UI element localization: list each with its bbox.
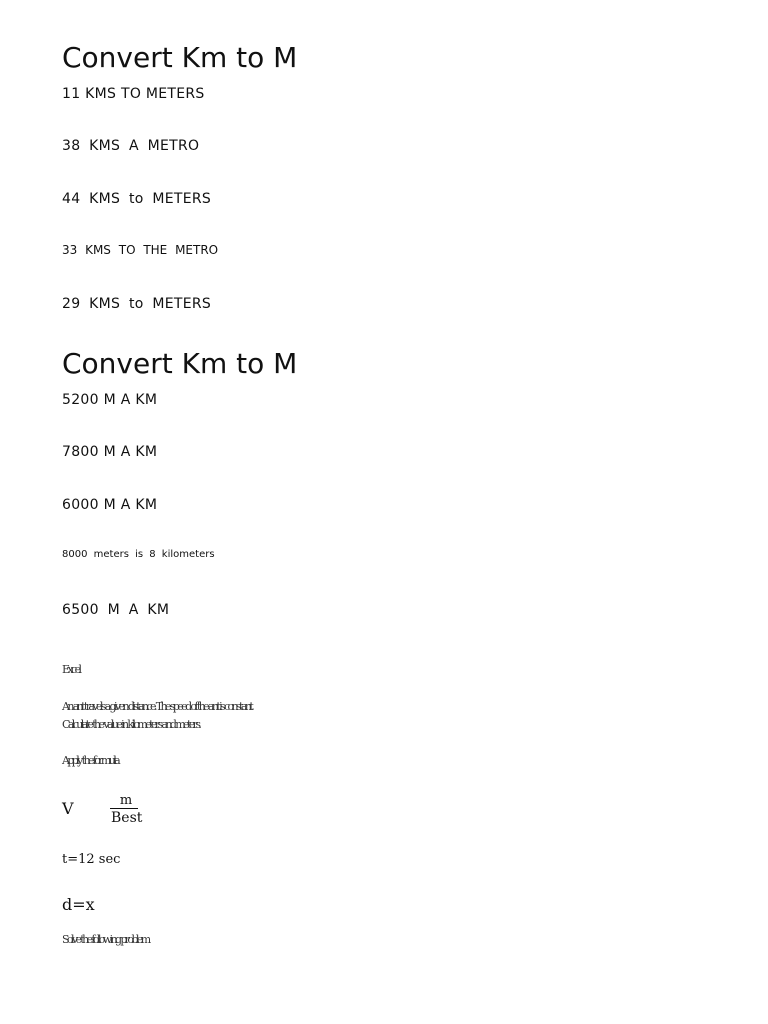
- conversion-item: 8000 meters is 8 kilometers: [62, 549, 215, 560]
- formula-numerator: m: [119, 793, 133, 808]
- fraction-bar: [110, 808, 138, 809]
- formula-fraction: [111, 793, 141, 826]
- conversion-item: 6500 M A KM: [62, 602, 170, 618]
- conversion-item: 29 KMS to METERS: [62, 296, 212, 312]
- conversion-item: 7800 M A KM: [62, 444, 158, 460]
- formula-denominator: Best: [111, 810, 143, 826]
- worksheet-text: Solve the following problem: [62, 933, 149, 946]
- section-title: Convert Km to M: [62, 41, 298, 74]
- distance-value: d=x: [62, 895, 95, 914]
- conversion-item: 6000 M A KM: [62, 497, 158, 513]
- conversion-item: 5200 M A KM: [62, 392, 158, 408]
- conversion-item: 38 KMS A METRO: [62, 138, 200, 154]
- time-value: t=12 sec: [62, 852, 121, 867]
- worksheet-text: Calculate the value in kilometers and meters.: [62, 718, 200, 731]
- worksheet-text: Apply the formula: [62, 754, 119, 767]
- formula-lhs: V: [62, 799, 74, 818]
- conversion-item: 44 KMS to METERS: [62, 191, 212, 207]
- conversion-item: 33 KMS TO THE METRO: [62, 243, 219, 257]
- worksheet-text: An ant travels a given distance. The speed of the ant is constant.: [62, 700, 253, 713]
- conversion-item: 11 KMS TO METERS: [62, 86, 205, 102]
- worksheet-heading: Excel: [62, 663, 80, 676]
- section-title: Convert Km to M: [62, 347, 298, 380]
